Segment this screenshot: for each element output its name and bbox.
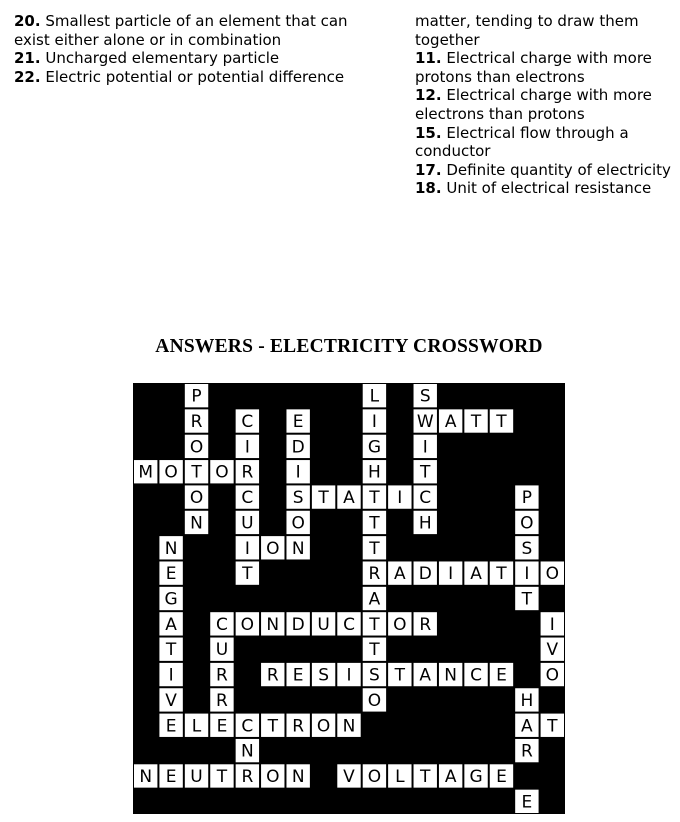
grid-letter: T	[496, 564, 507, 585]
clue-text: Uncharged elementary particle	[45, 49, 280, 68]
grid-letter: T	[521, 589, 533, 610]
grid-letter: I	[295, 462, 301, 483]
grid-letter: V	[343, 766, 355, 787]
grid-letter: R	[292, 716, 305, 737]
grid-letter: G	[164, 589, 178, 610]
grid-letter: G	[469, 766, 483, 787]
grid-letter: T	[242, 564, 253, 585]
grid-letter: E	[165, 564, 177, 585]
grid-letter: I	[448, 564, 454, 585]
grid-letter: T	[496, 412, 507, 433]
grid-letter: N	[291, 766, 305, 787]
grid-letter: I	[524, 564, 530, 585]
clue-number: 20.	[14, 12, 41, 30]
clues-left-column	[14, 12, 374, 86]
grid-letter: O	[266, 766, 280, 787]
clue-17	[415, 161, 677, 180]
grid-letter: I	[346, 665, 352, 686]
clue-18	[415, 179, 677, 198]
grid-letter: T	[547, 716, 558, 737]
grid-letter: O	[291, 513, 305, 534]
grid-letter: P	[521, 488, 533, 509]
grid-letter: E	[292, 412, 304, 433]
grid-letter: N	[444, 665, 458, 686]
grid-letter: S	[318, 665, 329, 686]
grid-letter: O	[189, 437, 204, 458]
grid-letter: N	[266, 614, 280, 635]
clue-21	[14, 49, 374, 68]
grid-letter: A	[470, 564, 482, 585]
grid-letter: A	[343, 488, 355, 509]
grid-letter: O	[393, 614, 407, 635]
grid-letter: T	[369, 488, 380, 509]
grid-letter: T	[267, 716, 278, 737]
grid-letter: D	[291, 614, 305, 635]
clue-22	[14, 68, 374, 87]
grid-letter: C	[216, 614, 228, 635]
grid-letter: A	[368, 589, 381, 610]
grid-letter: S	[419, 386, 431, 407]
grid-letter: I	[549, 614, 555, 635]
grid-letter: C	[419, 488, 432, 509]
grid-letter: T	[470, 412, 482, 433]
grid-letter: R	[216, 665, 228, 686]
grid-letter: C	[241, 488, 254, 509]
grid-letter: A	[444, 412, 457, 433]
crossword-answer-grid	[133, 383, 565, 814]
grid-letter: N	[190, 513, 203, 534]
grid-letter: D	[291, 437, 305, 458]
grid-letter: U	[190, 766, 203, 787]
clue-text: Definite quantity of electricity	[446, 160, 671, 179]
grid-letter: U	[215, 640, 229, 661]
clue-11	[415, 49, 677, 86]
clue-text: Smallest particle of an element that can exist either alone or in combination	[14, 12, 348, 49]
grid-letter: E	[521, 792, 533, 813]
grid-letter: R	[241, 462, 254, 483]
clue-number: 12.	[415, 86, 442, 105]
grid-letter: A	[444, 766, 457, 787]
clue-15	[415, 124, 677, 161]
grid-letter: I	[397, 488, 403, 509]
grid-letter: U	[317, 614, 330, 635]
grid-letter: R	[266, 665, 279, 686]
grid-letter: A	[165, 614, 177, 635]
clue-number: 15.	[415, 123, 442, 142]
grid-letter: R	[368, 564, 381, 585]
answers-title: ANSWERS - ELECTRICITY CROSSWORD	[155, 336, 543, 357]
grid-letter: T	[318, 488, 329, 509]
grid-letter: W	[416, 412, 434, 433]
grid-letter: E	[292, 665, 304, 686]
grid-letter: E	[165, 766, 177, 787]
grid-letter: O	[316, 716, 331, 737]
grid-letter: C	[241, 716, 254, 737]
grid-letter: V	[546, 640, 559, 661]
grid-letter: C	[343, 614, 355, 635]
clue-number: 18.	[415, 179, 442, 198]
grid-letter: L	[369, 386, 380, 407]
clue-20	[14, 12, 374, 49]
grid-letter: T	[191, 462, 202, 483]
grid-letter: O	[189, 488, 204, 509]
grid-letter: A	[419, 665, 432, 686]
grid-letter: A	[521, 716, 533, 737]
grid-letter: E	[496, 665, 507, 686]
grid-letter: T	[216, 766, 228, 787]
grid-letter: O	[367, 690, 382, 711]
grid-letter: N	[240, 741, 254, 762]
grid-letter: R	[419, 614, 432, 635]
grid-letter: E	[496, 766, 507, 787]
grid-letter: R	[241, 766, 254, 787]
grid-letter: T	[369, 614, 380, 635]
grid-letter: D	[418, 564, 432, 585]
clue-text: Electric potential or potential difference	[45, 67, 345, 86]
grid-letter: R	[190, 412, 203, 433]
grid-letter: I	[371, 412, 377, 433]
grid-letter: H	[520, 690, 534, 711]
grid-letter: N	[164, 538, 178, 559]
grid-letter: H	[418, 513, 432, 534]
grid-letter: M	[138, 462, 154, 483]
grid-letter: G	[367, 437, 382, 458]
grid-letter: H	[368, 462, 381, 483]
grid-letter: T	[420, 462, 431, 483]
grid-letter: N	[342, 716, 356, 737]
grid-letter: E	[165, 716, 177, 737]
grid-letter: O	[164, 462, 178, 483]
grid-letter: T	[369, 513, 380, 534]
grid-letter: L	[191, 716, 202, 737]
grid-letter: R	[216, 690, 228, 711]
grid-letter: S	[369, 665, 380, 686]
clue-continuation: matter, tending to draw them together	[415, 12, 639, 49]
grid-letter: T	[369, 538, 380, 559]
grid-letter: S	[292, 488, 304, 509]
grid-letter: T	[369, 640, 380, 661]
grid-letter: O	[266, 538, 280, 559]
grid-letter: C	[241, 412, 254, 433]
grid-letter: O	[215, 462, 229, 483]
grid-letter: O	[545, 665, 559, 686]
clue-text: Electrical charge with more protons than electrons	[415, 49, 652, 86]
grid-letter: T	[165, 640, 177, 661]
grid-letter: O	[545, 564, 559, 585]
clue-text: Unit of electrical resistance	[446, 179, 652, 198]
grid-letter: O	[520, 513, 534, 534]
clue-12	[415, 86, 677, 123]
grid-letter: T	[420, 766, 431, 787]
grid-letter: R	[520, 741, 533, 762]
grid-letter: N	[291, 538, 305, 559]
grid-letter: T	[394, 665, 406, 686]
clue-number: 17.	[415, 160, 442, 179]
grid-letter: O	[367, 766, 382, 787]
grid-letter: P	[191, 386, 202, 407]
clue-text: Electrical flow through a conductor	[415, 123, 629, 161]
clue-number: 21.	[14, 49, 41, 68]
grid-letter: I	[168, 665, 174, 686]
clue-number: 22.	[14, 67, 41, 86]
grid-letter: V	[165, 690, 177, 711]
grid-letter: U	[241, 513, 254, 534]
grid-letter: A	[393, 564, 406, 585]
grid-letter: S	[521, 538, 533, 559]
grid-letter: C	[470, 665, 482, 686]
clues-right-column	[415, 12, 677, 198]
grid-letter: I	[422, 437, 428, 458]
clue-number: 11.	[415, 49, 442, 68]
grid-letter: I	[244, 538, 250, 559]
grid-letter: L	[395, 766, 405, 787]
clue-text: Electrical charge with more electrons than protons	[415, 86, 652, 123]
grid-letter: N	[139, 766, 153, 787]
grid-letter: I	[244, 437, 250, 458]
grid-letter: O	[240, 614, 255, 635]
grid-letter: E	[216, 716, 228, 737]
